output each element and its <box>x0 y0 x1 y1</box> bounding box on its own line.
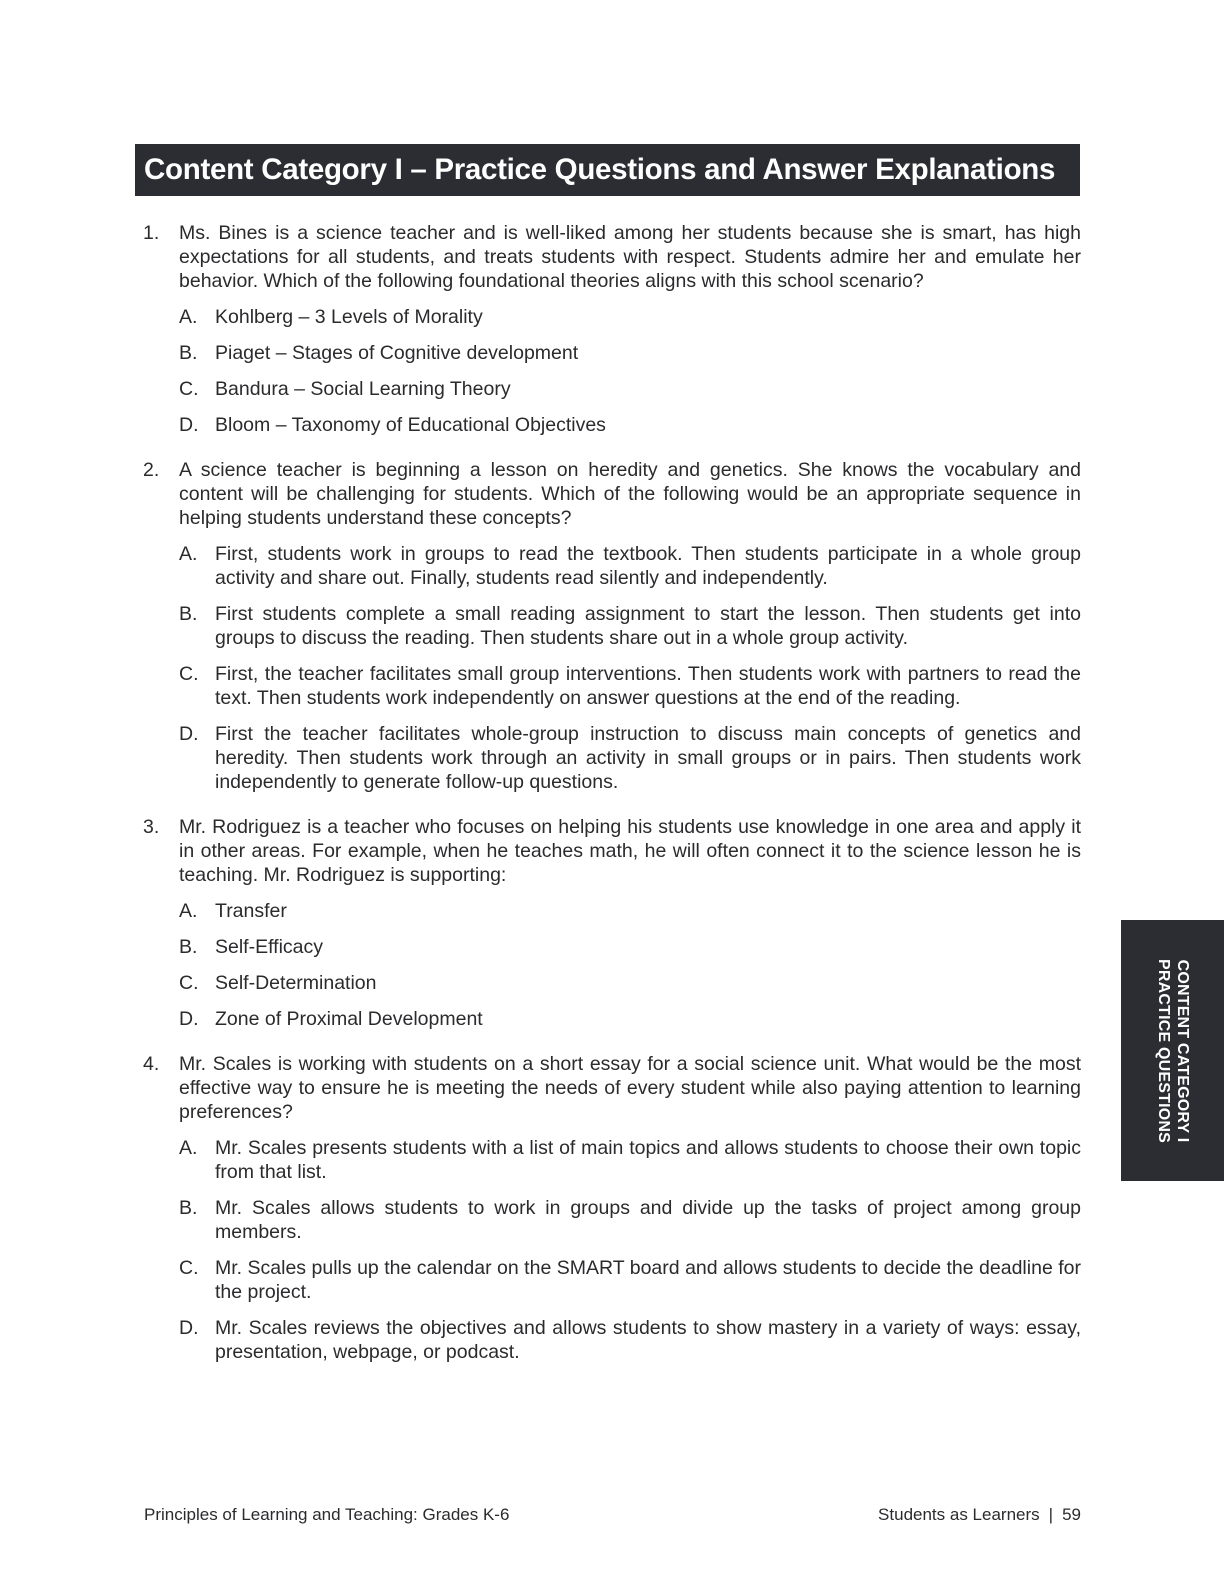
option-text: Zone of Proximal Development <box>215 1008 483 1030</box>
answer-option-a <box>179 305 1081 329</box>
question-4 <box>141 1052 1081 1364</box>
answer-option-d <box>179 1007 1081 1031</box>
question-number: 4. <box>143 1053 160 1075</box>
footer-book-title: Principles of Learning and Teaching: Grades K-6 <box>144 1505 510 1524</box>
questions-list <box>141 221 1081 1385</box>
footer-page-info <box>878 1505 1081 1525</box>
answer-options <box>179 542 1081 794</box>
option-letter: B. <box>179 936 198 958</box>
option-text: First the teacher facilitates whole-group instruction to discuss main concepts of genetics and heredity. Then students work through an activity in small groups or in pairs. Then students work independently to generate follow-up questions. <box>215 723 1081 793</box>
answer-option-b <box>179 341 1081 365</box>
question-number: 3. <box>143 816 160 838</box>
option-text: Mr. Scales allows students to work in groups and divide up the tasks of project among group members. <box>215 1197 1081 1243</box>
question-text: A science teacher is beginning a lesson on heredity and genetics. She knows the vocabulary and content will be challenging for students. Which of the following would be an appropriate sequence in helping students understand these concepts? <box>179 459 1081 529</box>
page-number: 59 <box>1062 1505 1081 1524</box>
answer-option-c <box>179 377 1081 401</box>
answer-option-b <box>179 935 1081 959</box>
footer-section-name: Students as Learners <box>878 1505 1040 1524</box>
option-text: Transfer <box>215 900 287 922</box>
option-text: Self-Determination <box>215 972 377 994</box>
option-letter: D. <box>179 723 199 745</box>
option-letter: C. <box>179 378 199 400</box>
question-number: 1. <box>143 222 160 244</box>
option-text: Piaget – Stages of Cognitive development <box>215 342 579 364</box>
answer-option-a <box>179 542 1081 590</box>
answer-option-d <box>179 413 1081 437</box>
option-text: Bandura – Social Learning Theory <box>215 378 511 400</box>
footer-separator: | <box>1048 1505 1054 1524</box>
option-letter: D. <box>179 1317 199 1339</box>
option-letter: A. <box>179 306 198 328</box>
side-tab-line-1: CONTENT CATEGORY I <box>1173 959 1191 1142</box>
question-number: 2. <box>143 459 160 481</box>
answer-options <box>179 899 1081 1031</box>
option-letter: C. <box>179 972 199 994</box>
option-text: Mr. Scales reviews the objectives and allows students to show mastery in a variety of ways: essay, presentation, webpage, or podcast. <box>215 1317 1081 1363</box>
option-text: Self-Efficacy <box>215 936 324 958</box>
question-1 <box>141 221 1081 437</box>
answer-option-a <box>179 1136 1081 1184</box>
option-text: First, students work in groups to read the textbook. Then students participate in a whole group activity and share out. Finally, students read silently and independently. <box>215 543 1081 589</box>
question-3 <box>141 815 1081 1031</box>
answer-option-c <box>179 971 1081 995</box>
option-text: First students complete a small reading assignment to start the lesson. Then students get into groups to discuss the reading. Then students share out in a whole group activity. <box>215 603 1081 649</box>
option-text: Kohlberg – 3 Levels of Morality <box>215 306 483 328</box>
question-text: Mr. Rodriguez is a teacher who focuses on helping his students use knowledge in one area and apply it in other areas. For example, when he teaches math, he will often connect it to the science lesson he is teaching. Mr. Rodriguez is supporting: <box>179 816 1081 886</box>
question-text: Mr. Scales is working with students on a short essay for a social science unit. What would be the most effective way to ensure he is meeting the needs of every student while also paying attention to learning preferences? <box>179 1053 1081 1123</box>
answer-option-a <box>179 899 1081 923</box>
answer-option-d <box>179 722 1081 794</box>
answer-options <box>179 305 1081 437</box>
answer-option-c <box>179 1256 1081 1304</box>
option-letter: D. <box>179 414 199 436</box>
option-text: Bloom – Taxonomy of Educational Objectives <box>215 414 606 436</box>
option-letter: B. <box>179 342 198 364</box>
answer-option-b <box>179 602 1081 650</box>
side-tab-line-2: PRACTICE QUESTIONS <box>1154 958 1172 1143</box>
answer-option-d <box>179 1316 1081 1364</box>
answer-option-c <box>179 662 1081 710</box>
option-text: Mr. Scales presents students with a list of main topics and allows students to choose their own topic from that list. <box>215 1137 1081 1183</box>
option-letter: C. <box>179 1257 199 1279</box>
option-letter: B. <box>179 1197 198 1219</box>
option-text: First, the teacher facilitates small group interventions. Then students work with partners to read the text. Then students work independently on answer questions at the end of the reading. <box>215 663 1081 709</box>
option-letter: A. <box>179 1137 198 1159</box>
section-header-bar <box>135 144 1080 196</box>
option-letter: B. <box>179 603 198 625</box>
option-letter: D. <box>179 1008 199 1030</box>
option-letter: A. <box>179 900 198 922</box>
page-title: Content Category I – Practice Questions and Answer Explanations <box>144 153 1056 186</box>
answer-options <box>179 1136 1081 1364</box>
option-letter: A. <box>179 543 198 565</box>
section-side-tab <box>1121 920 1224 1181</box>
question-2 <box>141 458 1081 794</box>
option-text: Mr. Scales pulls up the calendar on the SMART board and allows students to decide the deadline for the project. <box>215 1257 1081 1303</box>
answer-option-b <box>179 1196 1081 1244</box>
question-text: Ms. Bines is a science teacher and is well-liked among her students because she is smart, has high expectations for all students, and treats students with respect. Students admire her and emulate her behavior. Which of the following foundational theories aligns with this school scenario? <box>179 222 1081 292</box>
option-letter: C. <box>179 663 199 685</box>
